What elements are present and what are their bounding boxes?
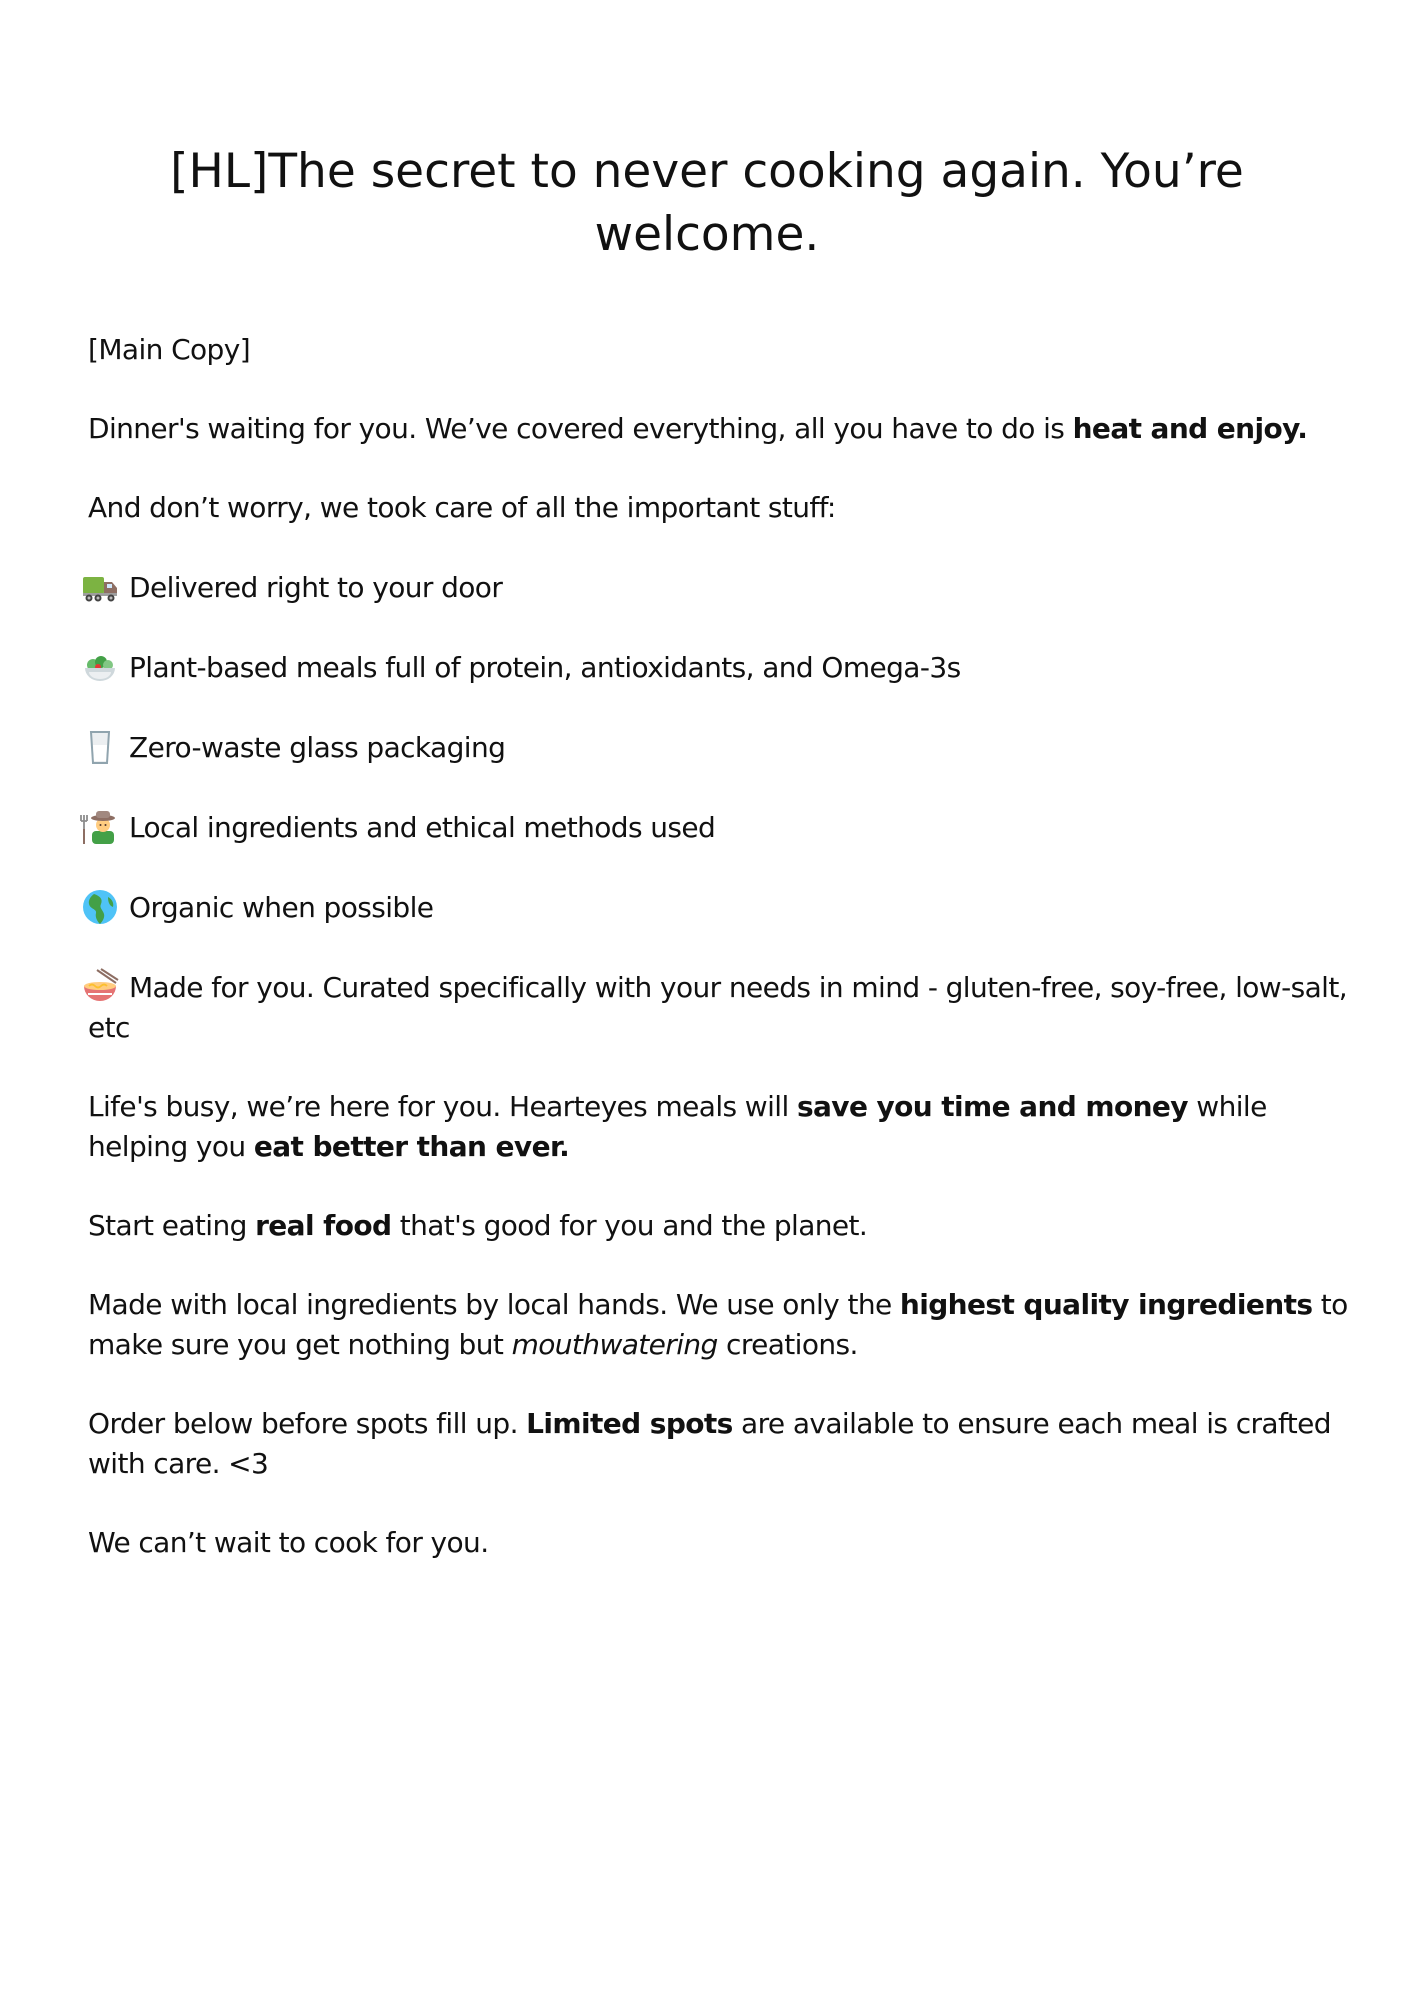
lead-in-paragraph: And don’t worry, we took care of all the important stuff: bbox=[88, 491, 836, 524]
bullet-item bbox=[88, 807, 1348, 848]
bullet-text: Delivered right to your door bbox=[129, 571, 503, 604]
bullet-item bbox=[88, 887, 1348, 928]
busy-text-1: Life's busy, we’re here for you. Hearteyes meals will bbox=[88, 1090, 797, 1123]
local-paragraph bbox=[88, 1285, 1348, 1365]
bullet-text: Organic when possible bbox=[129, 891, 434, 924]
bullet-item bbox=[88, 727, 1348, 768]
realfood-text-1: Start eating bbox=[88, 1209, 256, 1242]
real-food-paragraph bbox=[88, 1206, 1348, 1246]
order-paragraph bbox=[88, 1404, 1348, 1484]
headline: [HL]The secret to never cooking again. You’re welcome. bbox=[170, 144, 1244, 262]
bullet-item bbox=[88, 567, 1348, 608]
realfood-text-2: that's good for you and the planet. bbox=[391, 1209, 868, 1242]
realfood-bold-1: real food bbox=[255, 1209, 392, 1242]
section-label: [Main Copy] bbox=[88, 333, 251, 366]
bullet-text: Local ingredients and ethical methods used bbox=[129, 811, 716, 844]
intro-paragraph bbox=[88, 409, 1348, 449]
intro-bold: heat and enjoy. bbox=[1072, 412, 1308, 445]
local-text-3: creations. bbox=[717, 1328, 858, 1361]
bullet-text: Plant-based meals full of protein, antioxidants, and Omega-3s bbox=[129, 651, 961, 684]
farmer-icon bbox=[80, 807, 120, 847]
noodle-bowl-icon bbox=[80, 967, 120, 1007]
order-bold-1: Limited spots bbox=[526, 1407, 733, 1440]
salad-bowl-icon bbox=[80, 647, 120, 687]
busy-text-2: while helping you bbox=[88, 1090, 1267, 1163]
bullet-item bbox=[88, 967, 1348, 1048]
intro-text: Dinner's waiting for you. We’ve covered everything, all you have to do is bbox=[88, 412, 1073, 445]
delivery-truck-icon bbox=[80, 567, 120, 607]
busy-bold-2: eat better than ever. bbox=[253, 1130, 570, 1163]
order-text-1: Order below before spots fill up. bbox=[88, 1407, 527, 1440]
globe-icon bbox=[80, 887, 120, 927]
local-bold-1: highest quality ingredients bbox=[899, 1288, 1313, 1321]
bullet-item bbox=[88, 647, 1348, 688]
closing-paragraph: We can’t wait to cook for you. bbox=[88, 1526, 489, 1559]
glass-icon bbox=[80, 727, 120, 767]
busy-bold-1: save you time and money bbox=[796, 1090, 1188, 1123]
local-text-1: Made with local ingredients by local hands. We use only the bbox=[88, 1288, 900, 1321]
busy-paragraph bbox=[88, 1087, 1348, 1167]
local-italic-1: mouthwatering bbox=[511, 1328, 718, 1361]
order-text-2: are available to ensure each meal is crafted with care. <3 bbox=[88, 1407, 1331, 1480]
local-text-2: to make sure you get nothing but bbox=[88, 1288, 1348, 1361]
bullet-text: Zero-waste glass packaging bbox=[129, 731, 506, 764]
main-copy bbox=[88, 330, 1348, 1602]
bullet-text: Made for you. Curated specifically with your needs in mind - gluten-free, soy-free, low-salt, etc bbox=[88, 971, 1348, 1044]
